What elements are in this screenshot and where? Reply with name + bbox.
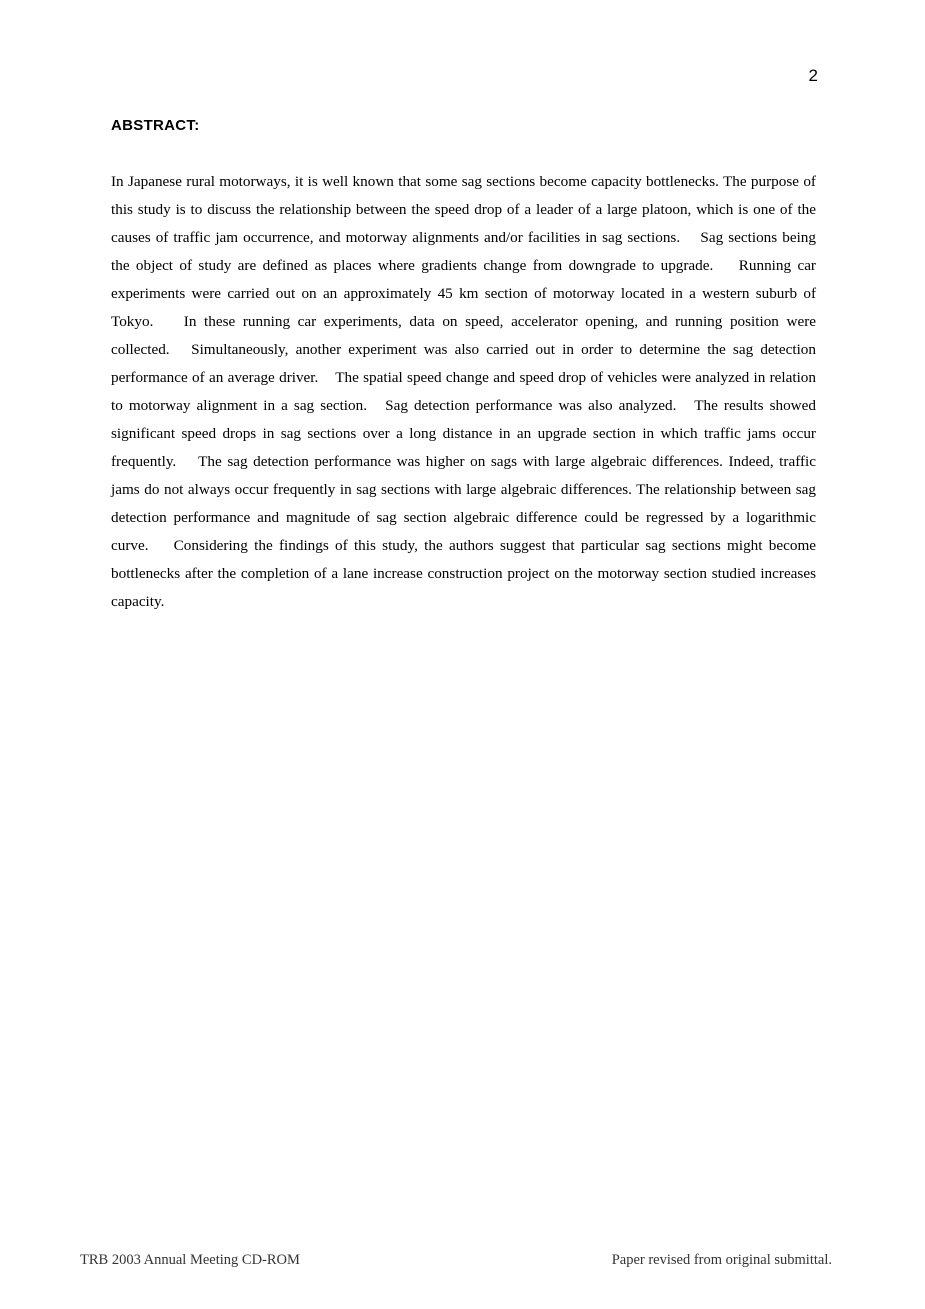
- page-number: 2: [808, 66, 818, 85]
- abstract-body: In Japanese rural motorways, it is well known that some sag sections become capacity bottlenecks. The purpose of this study is to discuss the relationship between the speed drop of a leader of a large platoon, which is one of the causes of traffic jam occurrence, and motorway alignments and/or facilities in sag sections. Sag sections being the object of study are defined as places where gradients change from downgrade to upgrade. Running car experiments were carried out on an approximately 45 km section of motorway located in a western suburb of Tokyo. In these running car experiments, data on speed, accelerator opening, and running position were collected. Simultaneously, another experiment was also carried out in order to determine the sag detection performance of an average driver. The spatial speed change and speed drop of vehicles were analyzed in relation to motorway alignment in a sag section. Sag detection performance was also analyzed. The results showed significant speed drops in sag sections over a long distance in an upgrade section in which traffic jams occur frequently. The sag detection performance was higher on sags with large algebraic differences. Indeed, traffic jams do not always occur frequently in sag sections with large algebraic differences. The relationship between sag detection performance and magnitude of sag section algebraic difference could be regressed by a logarithmic curve. Considering the findings of this study, the authors suggest that particular sag sections might become bottlenecks after the completion of a lane increase construction project on the motorway section studied increases capacity.: [111, 173, 816, 610]
- footer-conference-label: TRB 2003 Annual Meeting CD-ROM: [80, 1252, 300, 1268]
- footer-revision-note: Paper revised from original submittal.: [611, 1252, 832, 1268]
- abstract-heading: ABSTRACT:: [111, 117, 200, 134]
